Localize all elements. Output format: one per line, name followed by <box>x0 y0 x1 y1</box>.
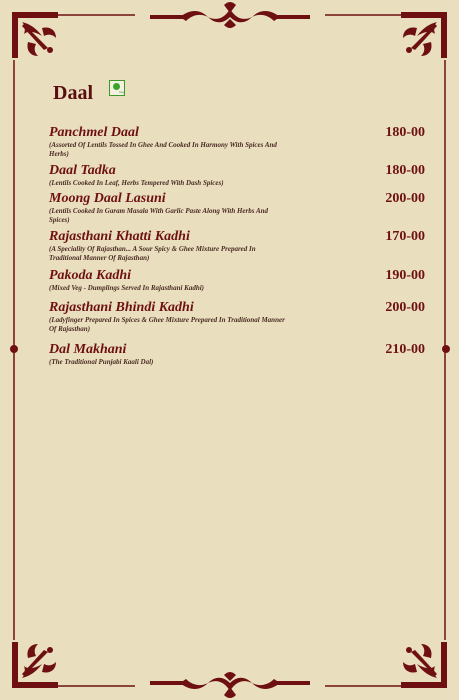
menu-item-name: Rajasthani Khatti Kadhi <box>49 229 190 244</box>
menu-item <box>49 269 425 293</box>
menu-item-name: Panchmel Daal <box>49 125 139 140</box>
menu-item-price: 190-00 <box>385 268 425 283</box>
veg-mark-icon <box>109 80 125 96</box>
menu-item-name: Pakoda Kadhi <box>49 268 132 283</box>
menu-item-description: (A Speciality Of Rajasthan... A Sour Spicy & Ghee Mixture Prepared In Traditional Manner Of Rajasthan) <box>49 245 256 262</box>
menu-item-price: 200-00 <box>385 300 425 315</box>
menu-item-description: (The Traditional Punjabi Kaali Dal) <box>49 358 154 366</box>
menu-item-price: 210-00 <box>385 342 425 357</box>
veg-badge-text: Veg <box>119 90 125 94</box>
menu-item-price: 170-00 <box>385 229 425 244</box>
section-title: Daal <box>53 82 93 104</box>
menu-item-price: 180-00 <box>385 125 425 140</box>
menu-item <box>49 126 425 159</box>
menu-item-description: (Lentils Cooked In Garam Masala With Garlic Paste Along With Herbs And Spices) <box>49 207 269 224</box>
menu-item <box>49 230 425 263</box>
menu-item-price: 200-00 <box>385 191 425 206</box>
menu-item <box>49 343 425 367</box>
menu-item-name: Daal Tadka <box>49 163 116 178</box>
menu-item <box>49 192 425 225</box>
menu-item <box>49 164 425 188</box>
menu-item-description: (Ladyfinger Prepared In Spices & Ghee Mixture Prepared In Traditional Manner Of Rajasthan) <box>49 316 285 333</box>
menu-item-description: (Assorted Of Lentils Tossed In Ghee And Cooked In Harmony With Spices And Herbs) <box>49 141 277 158</box>
menu-item <box>49 301 425 334</box>
menu-item-name: Dal Makhani <box>49 342 127 357</box>
menu-item-name: Moong Daal Lasuni <box>49 191 166 206</box>
menu-item-description: (Lentils Cooked In Leaf, Herbs Tempered With Dash Spices) <box>49 179 224 187</box>
menu-item-description: (Mixed Veg - Dumplings Served In Rajasthani Kadhi) <box>49 284 204 292</box>
menu-item-price: 180-00 <box>385 163 425 178</box>
menu-item-name: Rajasthani Bhindi Kadhi <box>49 300 194 315</box>
veg-dot <box>113 83 120 90</box>
